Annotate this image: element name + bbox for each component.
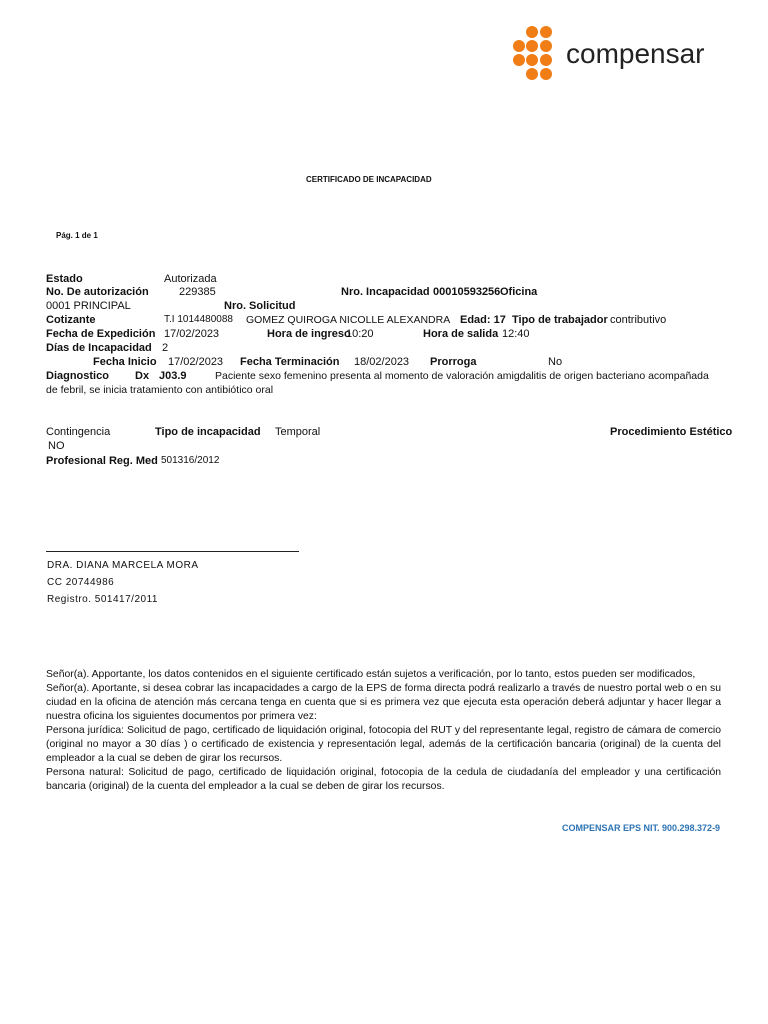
notice-paragraph-3: Persona jurídica: Solicitud de pago, certificado de liquidación original, fotocopia del RUT y del representante legal, registro de cámara de comercio (original no mayor a 30 días ) o certificado de existencia y representación legal, además de la certificación bancaria (original) de la cuenta del empleador a la cual se deben de girar los recursos. [46,725,721,764]
tipo-trabajador-label: Tipo de trabajador [512,314,608,326]
fecha-inicio-value: 17/02/2023 [168,356,224,368]
estado-value: Autorizada [164,273,217,285]
autorizacion-label: No. De autorización [46,286,149,298]
procedimiento-label: Procedimiento Estético [610,426,733,438]
page-number: Pág. 1 de 1 [56,231,98,240]
contingencia-label: Contingencia [46,426,111,438]
cotizante-id: T.I 1014480088 [164,314,233,325]
signature-cc: CC 20744986 [47,577,115,588]
compensar-logo [510,26,722,84]
dx-label: Dx [135,370,150,382]
estado-label: Estado [46,273,83,285]
diagnostico-text-line2: de febril, se inicia tratamiento con antibiótico oral [46,384,274,396]
fecha-expedicion-value: 17/02/2023 [164,328,220,340]
fecha-expedicion-label: Fecha de Expedición [46,328,156,340]
footer-nit: COMPENSAR EPS NIT. 900.298.372-9 [562,823,721,833]
dias-value: 2 [162,342,169,354]
tipo-trabajador-value: contributivo [610,314,667,326]
logo-wordmark: compensar [566,38,705,69]
hora-ingreso-value: 10:20 [346,328,374,340]
document-title: CERTIFICADO DE INCAPACIDAD [306,175,432,184]
prorroga-value: No [548,356,563,368]
edad-label: Edad: 17 [460,314,506,326]
dias-label: Días de Incapacidad [46,342,152,354]
hora-ingreso-label: Hora de ingreso [267,328,351,340]
nro-solicitud-label: Nro. Solicitud [224,300,296,312]
signature-line [46,551,299,552]
profesional-label: Profesional Reg. Med [46,455,158,467]
profesional-value: 501316/2012 [161,455,220,466]
autorizacion-value: 229385 [179,286,216,298]
cotizante-name: GOMEZ QUIROGA NICOLLE ALEXANDRA [246,314,451,326]
hora-salida-label: Hora de salida [423,328,499,340]
fecha-terminacion-value: 18/02/2023 [354,356,410,368]
tipo-incapacidad-value: Temporal [275,426,321,438]
nro-incapacidad-label: Nro. Incapacidad [341,286,430,298]
prorroga-label: Prorroga [430,356,477,368]
fecha-inicio-label: Fecha Inicio [93,356,157,368]
fecha-terminacion-label: Fecha Terminación [240,356,340,368]
diagnostico-label: Diagnostico [46,370,109,382]
tipo-incapacidad-label: Tipo de incapacidad [155,426,261,438]
notice-paragraph-2: Señor(a). Aportante, si desea cobrar las incapacidades a cargo de la EPS de forma directa podrá realizarlo a través de nuestro portal web o en su ciudad en la oficina de atención más cercana tenga en cuenta que si es primera vez que ejecuta esta operación deberá adjuntar y hacer llegar a nuestra oficina los siguientes documentos por primera vez: [46,683,721,722]
procedimiento-value: NO [48,440,65,452]
oficina-value: 0001 PRINCIPAL [46,300,131,312]
dx-value: J03.9 [159,370,187,382]
signature-registro: Registro. 501417/2011 [47,594,158,605]
diagnostico-text-line1: Paciente sexo femenino presenta al momento de valoración amigdalitis de origen bacteriano acompañada [215,370,709,382]
notice-paragraph-4: Persona natural: Solicitud de pago, certificado de liquidación original, fotocopia de la cedula de ciudadanía del empleador y una certificación bancaria (original) de la cuenta del empleador a la cual se deben de girar los recursos. [46,767,721,792]
notice-paragraph-1: Señor(a). Apportante, los datos contenidos en el siguiente certificado están sujetos a verificación, por lo tanto, estos pueden ser modificados, [46,669,696,680]
oficina-label: Oficina [500,286,538,298]
cotizante-label: Cotizante [46,314,96,326]
nro-incapacidad-value: 00010593256 [433,286,501,298]
signature-name: DRA. DIANA MARCELA MORA [47,560,199,571]
hora-salida-value: 12:40 [502,328,530,340]
